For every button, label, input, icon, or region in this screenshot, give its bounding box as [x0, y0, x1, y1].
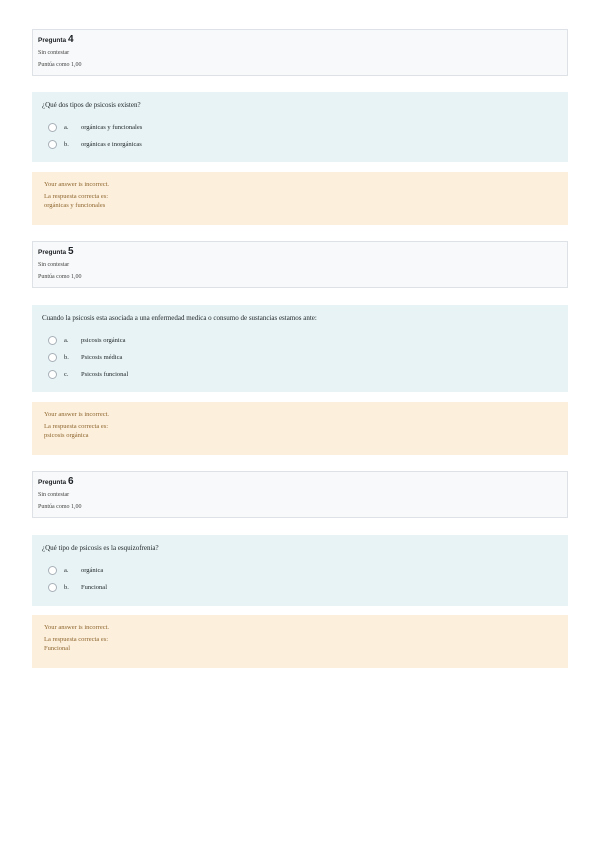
correct-answer-label: La respuesta correcta es:	[44, 636, 109, 643]
option-letter: b.	[64, 354, 69, 361]
answer-option[interactable]	[42, 332, 558, 349]
answer-option[interactable]	[42, 562, 558, 579]
feedback-status: Your answer is incorrect.	[44, 624, 110, 631]
radio-button[interactable]	[48, 370, 57, 379]
question-text: ¿Qué dos tipos de psicosis existen?	[42, 101, 141, 109]
question-info-4	[32, 29, 568, 76]
correct-answer-label: La respuesta correcta es:	[44, 423, 109, 430]
answer-option[interactable]	[42, 579, 558, 596]
option-letter: a.	[64, 567, 69, 574]
radio-button[interactable]	[48, 336, 57, 345]
answer-option[interactable]	[42, 119, 558, 136]
question-score: Puntúa como 1,00	[38, 274, 82, 280]
question-formulation-4	[32, 92, 568, 162]
answer-option[interactable]	[42, 136, 558, 153]
question-number: 6	[67, 476, 74, 487]
question-text: Cuando la psicosis esta asociada a una enfermedad medica o consumo de sustancias estamos ante:	[42, 314, 317, 322]
option-label: psicosis orgánica	[81, 337, 126, 344]
answer-option[interactable]	[42, 349, 558, 366]
feedback-box-5	[32, 402, 568, 455]
option-label: Funcional	[81, 584, 107, 591]
feedback-status: Your answer is incorrect.	[44, 411, 110, 418]
question-formulation-6	[32, 535, 568, 606]
radio-button[interactable]	[48, 353, 57, 362]
question-status: Sin contestar	[38, 50, 70, 56]
correct-answer: Funcional	[44, 645, 70, 652]
radio-button[interactable]	[48, 566, 57, 575]
option-label: Psicosis médica	[81, 354, 123, 361]
question-number: 4	[67, 34, 74, 45]
question-score: Puntúa como 1,00	[38, 62, 82, 68]
feedback-status: Your answer is incorrect.	[44, 181, 110, 188]
question-number-heading: Pregunta 6	[38, 476, 74, 487]
option-letter: b.	[64, 584, 69, 591]
feedback-box-6	[32, 615, 568, 668]
radio-button[interactable]	[48, 583, 57, 592]
option-letter: a.	[64, 124, 69, 131]
question-number: 5	[67, 246, 74, 257]
question-text: ¿Qué tipo de psicosis es la esquizofrenia?	[42, 544, 159, 552]
option-letter: c.	[64, 371, 69, 378]
question-status: Sin contestar	[38, 262, 70, 268]
question-number-heading: Pregunta 4	[38, 34, 74, 45]
correct-answer: psicosis orgánica	[44, 432, 89, 439]
question-info-5	[32, 241, 568, 288]
question-number-heading: Pregunta 5	[38, 246, 74, 257]
question-score: Puntúa como 1,00	[38, 504, 82, 510]
radio-button[interactable]	[48, 123, 57, 132]
option-letter: b.	[64, 141, 69, 148]
option-label: orgánicas e inorgánicas	[81, 141, 142, 148]
correct-answer-label: La respuesta correcta es:	[44, 193, 109, 200]
option-label: orgánica	[81, 567, 104, 574]
answer-option[interactable]	[42, 366, 558, 383]
question-info-6	[32, 471, 568, 518]
radio-button[interactable]	[48, 140, 57, 149]
question-formulation-5	[32, 305, 568, 392]
feedback-box-4	[32, 172, 568, 225]
option-letter: a.	[64, 337, 69, 344]
question-status: Sin contestar	[38, 492, 70, 498]
correct-answer: orgánicas y funcionales	[44, 202, 106, 209]
option-label: Psicosis funcional	[81, 371, 129, 378]
option-label: orgánicas y funcionales	[81, 124, 143, 131]
